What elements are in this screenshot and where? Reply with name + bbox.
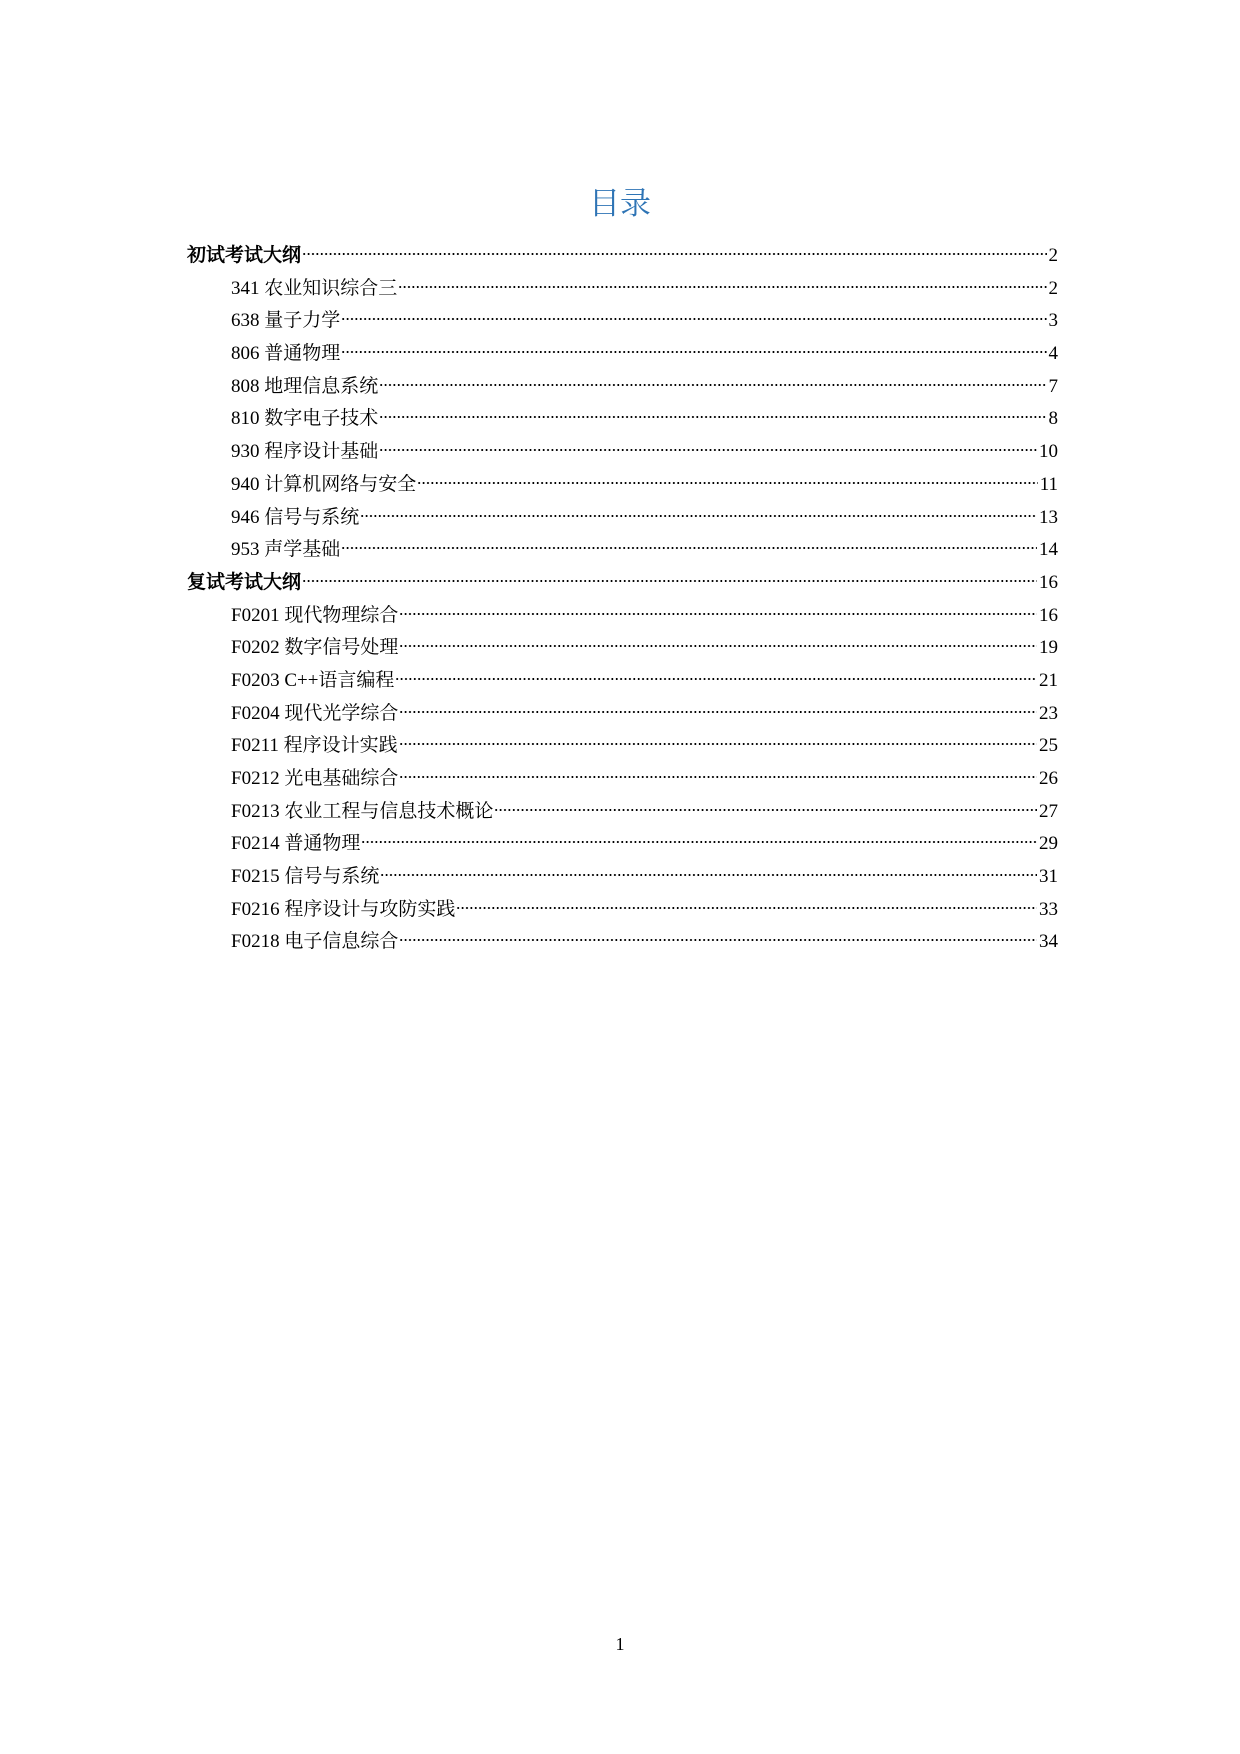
toc-entry-page: 31 — [1039, 866, 1058, 888]
toc-entry[interactable] — [187, 273, 1058, 306]
dot-leader — [456, 906, 1037, 910]
toc-section-heading[interactable] — [187, 240, 1058, 273]
dot-leader — [399, 612, 1037, 616]
toc-entry-label: F0202 数字信号处理 — [231, 637, 399, 659]
dot-leader — [399, 742, 1037, 746]
toc-entry[interactable] — [187, 600, 1058, 633]
toc-entry-page: 10 — [1039, 441, 1058, 463]
dot-leader — [379, 383, 1046, 387]
toc-entry-page: 23 — [1039, 702, 1058, 724]
toc-entry-label: F0213 农业工程与信息技术概论 — [231, 800, 494, 822]
toc-entry-label: F0216 程序设计与攻防实践 — [231, 898, 456, 920]
toc-entry-page: 14 — [1039, 539, 1058, 561]
toc-entry-label: F0218 电子信息综合 — [231, 931, 399, 953]
toc-entry-page: 2 — [1048, 277, 1058, 299]
toc-entry-label: 806 普通物理 — [231, 343, 341, 365]
toc-entry[interactable] — [187, 763, 1058, 796]
toc-entry-label: 初试考试大纲 — [187, 245, 302, 266]
dot-leader — [395, 677, 1037, 681]
dot-leader — [341, 546, 1037, 550]
toc-entry-page: 2 — [1048, 245, 1058, 266]
toc-entry-label: F0203 C++语言编程 — [231, 669, 395, 691]
toc-title: 目录 — [589, 186, 651, 222]
toc-entry[interactable] — [187, 730, 1058, 763]
toc-entry-page: 34 — [1039, 931, 1058, 953]
dot-leader — [399, 644, 1037, 648]
toc-entry-label: F0204 现代光学综合 — [231, 702, 399, 724]
toc-entry-page: 7 — [1048, 375, 1058, 397]
toc-entry-page: 4 — [1048, 343, 1058, 365]
toc-entry[interactable] — [187, 534, 1058, 567]
dot-leader — [398, 285, 1046, 289]
toc-entry[interactable] — [187, 436, 1058, 469]
toc-entry[interactable] — [187, 828, 1058, 861]
toc-entry-label: 953 声学基础 — [231, 539, 341, 561]
dot-leader — [360, 514, 1037, 518]
dot-leader — [494, 808, 1037, 812]
toc-entry-page: 19 — [1039, 637, 1058, 659]
dot-leader — [399, 938, 1037, 942]
toc-entry-label: F0212 光电基础综合 — [231, 768, 399, 789]
dot-leader — [417, 481, 1037, 485]
toc-entry-page: 29 — [1039, 833, 1058, 855]
toc-entry-label: 930 程序设计基础 — [231, 441, 379, 463]
toc-entry-page: 13 — [1039, 506, 1058, 528]
toc-entry-page: 27 — [1039, 800, 1058, 822]
toc-entry[interactable] — [187, 926, 1058, 959]
toc-entry-label: 808 地理信息系统 — [231, 375, 379, 397]
dot-leader — [341, 350, 1046, 354]
dot-leader — [379, 415, 1046, 419]
toc-entry-label: 341 农业知识综合三 — [231, 277, 398, 299]
toc-entry[interactable] — [187, 894, 1058, 927]
toc-entry[interactable] — [187, 861, 1058, 894]
toc-entry[interactable] — [187, 502, 1058, 535]
dot-leader — [361, 840, 1037, 844]
toc-entry[interactable] — [187, 403, 1058, 436]
dot-leader — [399, 775, 1037, 779]
toc-entry-page: 8 — [1048, 408, 1058, 430]
dot-leader — [302, 252, 1046, 256]
toc-entry-page: 16 — [1039, 571, 1058, 593]
toc-section-heading[interactable] — [187, 567, 1058, 600]
toc-entry[interactable] — [187, 371, 1058, 404]
toc-entry-label: F0211 程序设计实践 — [231, 735, 398, 757]
dot-leader — [380, 873, 1037, 877]
toc-entry[interactable] — [187, 698, 1058, 731]
toc-entry-label: 946 信号与系统 — [231, 506, 360, 528]
page-number: 1 — [615, 1634, 625, 1654]
toc-entry-label: 810 数字电子技术 — [231, 408, 379, 430]
toc-entry-label: 638 量子力学 — [231, 310, 341, 332]
dot-leader — [341, 317, 1046, 321]
toc-entry-label: F0201 现代物理综合 — [231, 604, 399, 626]
dot-leader — [302, 579, 1037, 583]
toc-entry[interactable] — [187, 665, 1058, 698]
toc-entry[interactable] — [187, 469, 1058, 502]
toc-entry-page: 21 — [1039, 669, 1058, 691]
toc-entry[interactable] — [187, 632, 1058, 665]
toc-entry-label: F0215 信号与系统 — [231, 866, 380, 888]
toc-entry-page: 3 — [1048, 310, 1058, 332]
toc-entry-label: F0214 普通物理 — [231, 833, 361, 855]
toc-entry-label: 940 计算机网络与安全 — [231, 473, 417, 495]
toc-entry[interactable] — [187, 305, 1058, 338]
toc-entry[interactable] — [187, 796, 1058, 829]
dot-leader — [379, 448, 1037, 452]
toc-entry-page: 26 — [1039, 768, 1058, 789]
toc-entry-page: 25 — [1039, 735, 1058, 757]
toc-entry-label: 复试考试大纲 — [187, 571, 302, 593]
table-of-contents — [187, 240, 1058, 959]
toc-entry[interactable] — [187, 338, 1058, 371]
dot-leader — [399, 710, 1037, 714]
toc-entry-page: 11 — [1039, 473, 1058, 495]
toc-entry-page: 33 — [1039, 898, 1058, 920]
toc-entry-page: 16 — [1039, 604, 1058, 626]
